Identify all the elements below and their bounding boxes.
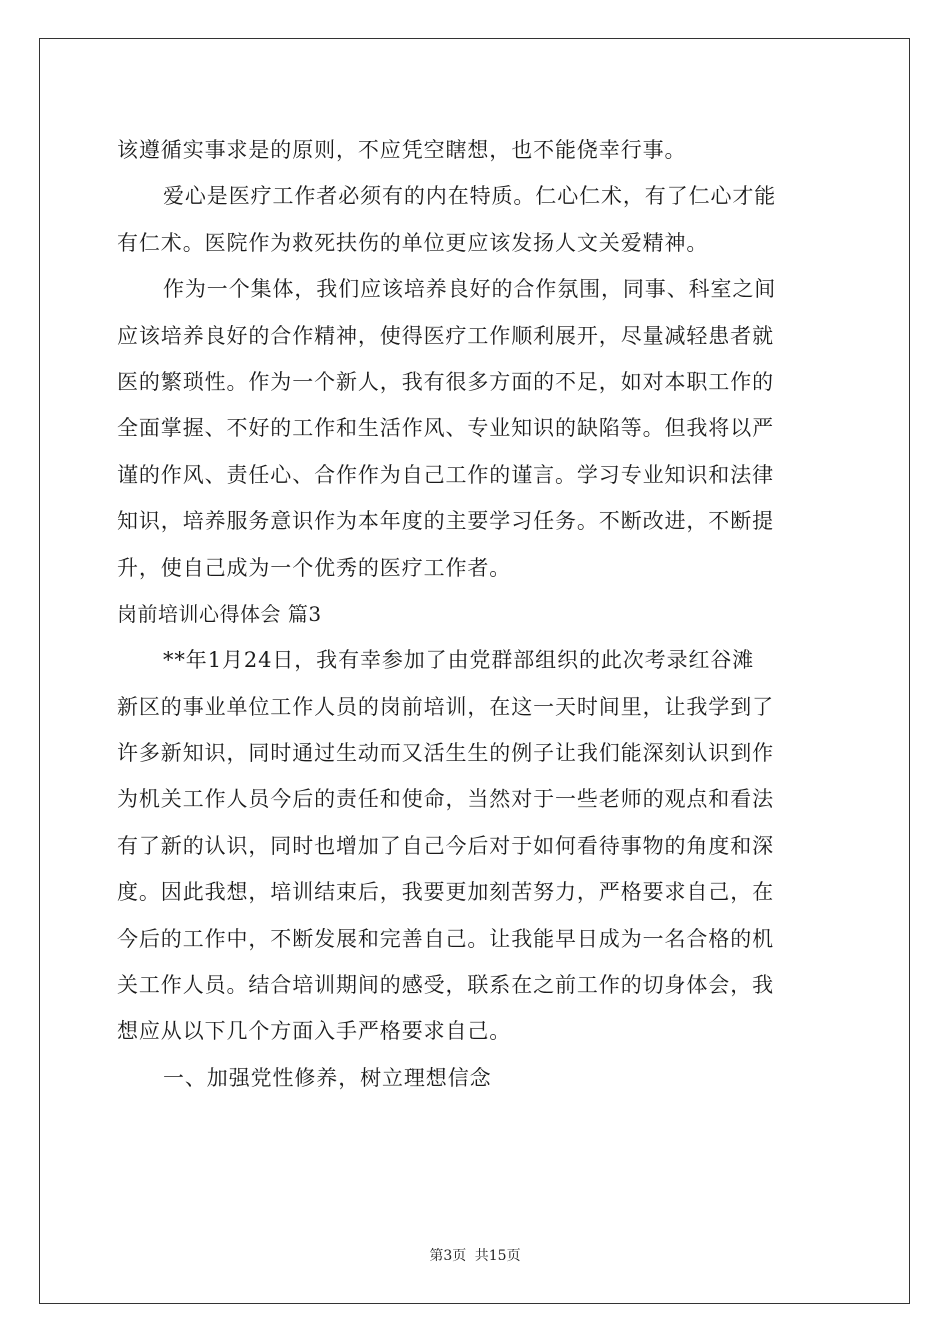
text-line: **年1月24日，我有幸参加了由党群部组织的此次考录红谷滩 xyxy=(163,648,755,673)
text-line: 关工作人员。结合培训期间的感受，联系在之前工作的切身体会，我 xyxy=(117,973,774,998)
text-line: 有仁术。医院作为救死扶伤的单位更应该发扬人文关爱精神。 xyxy=(117,230,709,255)
text-line: 想应从以下几个方面入手严格要求自己。 xyxy=(117,1019,512,1044)
document-body xyxy=(117,127,833,1101)
text-line: 升，使自己成为一个优秀的医疗工作者。 xyxy=(117,555,512,580)
section-heading: 岗前培训心得体会 篇3 xyxy=(117,601,322,626)
text-line: 知识，培养服务意识作为本年度的主要学习任务。不断改进，不断提 xyxy=(117,509,774,534)
text-line: 新区的事业单位工作人员的岗前培训，在这一天时间里，让我学到了 xyxy=(117,694,774,719)
text-line: 今后的工作中，不断发展和完善自己。让我能早日成为一名合格的机 xyxy=(117,926,774,951)
text-line: 有了新的认识，同时也增加了自己今后对于如何看待事物的角度和深 xyxy=(117,833,774,858)
text-line: 为机关工作人员今后的责任和使命，当然对于一些老师的观点和看法 xyxy=(117,787,774,812)
page-footer xyxy=(0,1245,950,1265)
page-number: 第3页 xyxy=(429,1248,467,1264)
text-line: 应该培养良好的合作精神，使得医疗工作顺利展开，尽量减轻患者就 xyxy=(117,323,774,348)
text-line: 医的繁琐性。作为一个新人，我有很多方面的不足，如对本职工作的 xyxy=(117,369,774,394)
text-line: 一、加强党性修养，树立理想信念 xyxy=(163,1065,492,1090)
text-line: 爱心是医疗工作者必须有的内在特质。仁心仁术，有了仁心才能 xyxy=(163,184,777,209)
text-line: 全面掌握、不好的工作和生活作风、专业知识的缺陷等。但我将以严 xyxy=(117,416,774,441)
text-line: 许多新知识，同时通过生动而又活生生的例子让我们能深刻认识到作 xyxy=(117,741,774,766)
text-line: 谨的作风、责任心、合作作为自己工作的谨言。学习专业知识和法律 xyxy=(117,462,774,487)
text-line: 作为一个集体，我们应该培养良好的合作氛围，同事、科室之间 xyxy=(163,277,777,302)
text-line: 度。因此我想，培训结束后，我要更加刻苦努力，严格要求自己，在 xyxy=(117,880,774,905)
text-line: 该遵循实事求是的原则，不应凭空瞎想，也不能侥幸行事。 xyxy=(117,138,687,162)
page-total: 共15页 xyxy=(474,1248,521,1264)
